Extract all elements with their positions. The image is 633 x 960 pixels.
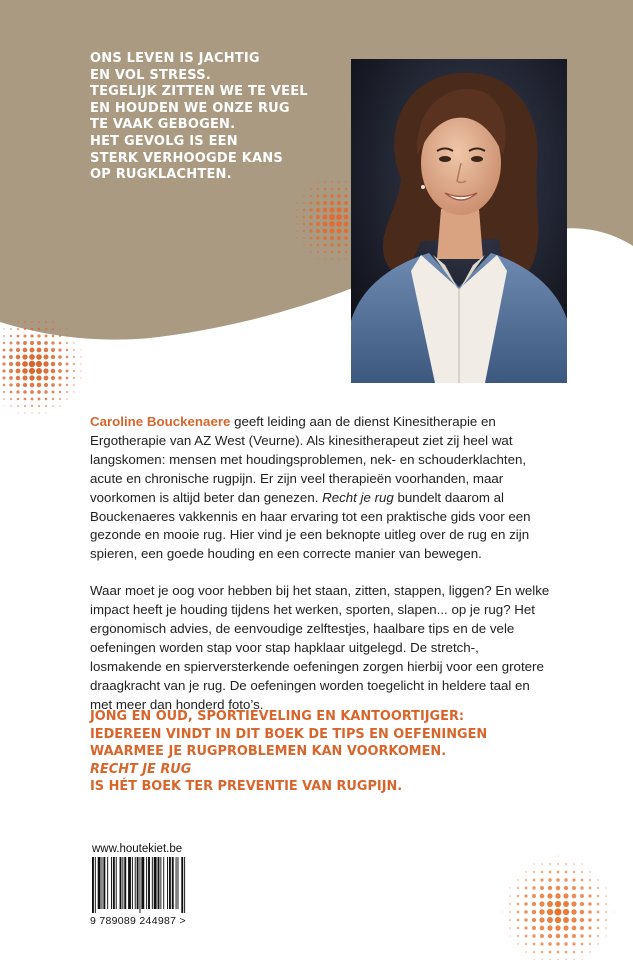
book-title: Recht je rug (322, 489, 394, 505)
intro-line: EN HOUDEN WE ONZE RUG (90, 100, 290, 116)
isbn-barcode (90, 857, 220, 913)
tagline (90, 708, 550, 796)
author-bio (90, 413, 550, 715)
intro-line: EN VOL STRESS. (90, 67, 211, 83)
bio-text: geeft leiding aan de dienst Kinesitherapie en Ergotherapie van AZ West (Veurne). Als kinesitherapeut ziet zij heel wat langskomen: mensen met houdingsproblemen, nek- en schouderklachten, acute en chronische rugpijn. Er zijn veel therapieën voorhanden, maar voorkomen is altijd beter dan genezen. (90, 414, 527, 505)
intro-line: OP RUGKLACHTEN. (90, 167, 232, 183)
tagline-line: JONG EN OUD, SPORTIEVELING EN KANTOORTIJGER: (90, 709, 465, 724)
tagline-book-title: RECHT JE RUG (90, 761, 192, 777)
intro-line: TEGELIJK ZITTEN WE TE VEEL (90, 84, 308, 100)
bio-paragraph-1 (90, 413, 550, 564)
intro-line: TE VAAK GEBOGEN. (90, 117, 236, 133)
tagline-line (90, 761, 550, 796)
author-photo (351, 59, 567, 383)
intro-line: HET GEVOLG IS EEN (90, 133, 238, 149)
bio-text: bundelt daarom al Bouckenaeres vakkennis en haar ervaring tot een praktische gids voor een gezonde en mooie rug. Hier vind je een beknopte uitleg over de rug en zijn spieren, een goede houding en een correcte manier van bewegen. (90, 489, 531, 562)
intro-statement (90, 51, 340, 184)
tagline-line: WAARMEE JE RUGPROBLEMEN KAN VOORKOMEN. (90, 744, 447, 759)
isbn-digits: 9 789089 244987 > (90, 915, 186, 927)
bio-paragraph-2: Waar moet je oog voor hebben bij het staan, zitten, stappen, liggen? En welke impact heeft je houding tijdens het werken, sporten, slapen... op je rug? Het ergonomisch advies, de eenvoudige zelftestjes, haalbare tips en de vele oefeningen worden stap voor stap hapklaar uitgelegd. De stretch-, losmakende en spierversterkende oefeningen zorgen hierbij voor een grotere draagkracht van je rug. De oefeningen worden toegelicht in heldere taal en met meer dan honderd foto’s. (90, 583, 550, 712)
intro-line: ONS LEVEN IS JACHTIG (90, 51, 260, 66)
author-name: Caroline Bouckenaere (90, 414, 231, 429)
halftone-dots-bottom-right (502, 856, 615, 960)
publisher-url: www.houtekiet.be (92, 843, 183, 855)
intro-line: STERK VERHOOGDE KANS (90, 150, 283, 166)
tagline-line: IEDEREEN VINDT IN DIT BOEK DE TIPS EN OEFENINGEN (90, 726, 488, 742)
tagline-text: IS HÉT BOEK TER PREVENTIE VAN RUGPIJN. (90, 779, 403, 794)
